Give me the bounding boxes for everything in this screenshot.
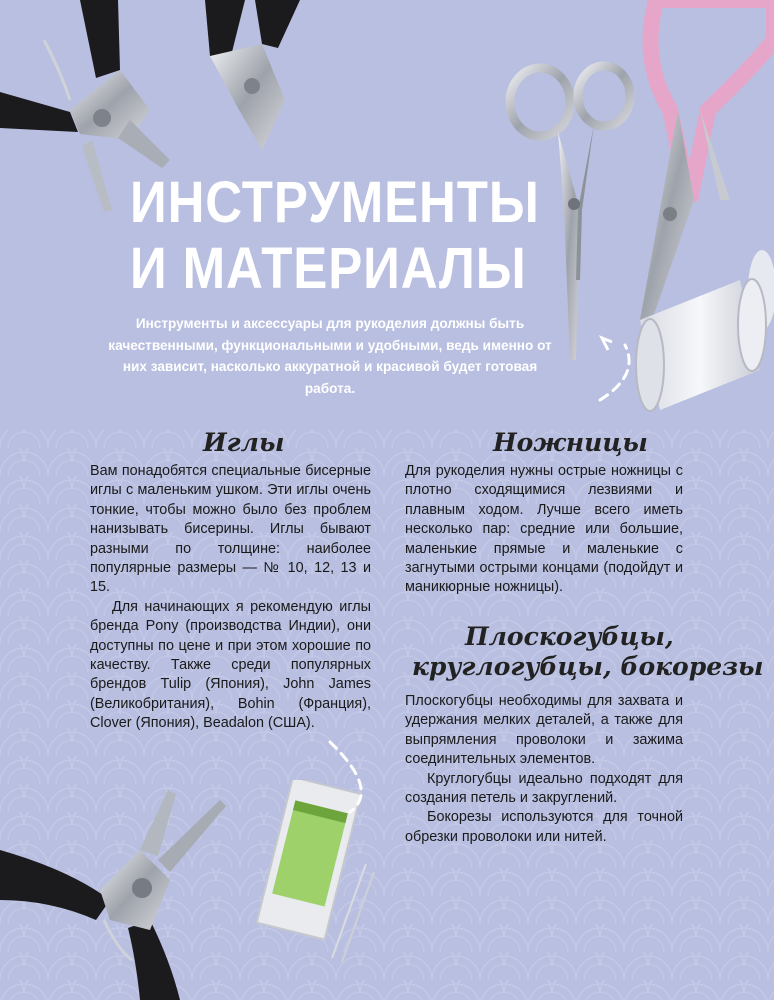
scissors-paragraph-1: Для рукоделия нужны острые ножницы с плотно сходящимися лезвиями и плавным ходом. Лучше всего иметь несколько пар: средние или большие, маленькие прямые и маленькие с загнутыми острыми концами (подойдут и маникюрные ножницы). xyxy=(405,463,683,596)
title-line-1: ИНСТРУМЕНТЫ xyxy=(130,170,540,235)
pliers-paragraph-1: Плоскогубцы необходимы для захвата и удержания мелких деталей, а также для выпрямления проволоки и зажима соединительных элементов. xyxy=(405,693,683,768)
needles-paragraph-1: Вам понадобятся специальные бисерные иглы с маленьким ушком. Эти иглы очень тонкие, чтобы можно было без проблем нанизывать бисерины. Иглы бывают разными по толщине: наиболее популярные размеры — № 10, 12, 13 и 15. xyxy=(90,463,371,596)
needles-heading: Иглы xyxy=(203,428,285,457)
title-line-2: И МАТЕРИАЛЫ xyxy=(130,236,527,301)
needles-paragraph-2: Для начинающих я рекомендую иглы бренда Pony (производства Индии), они доступны по цене и при этом хорошие по качеству. Также среди популярных брендов Tulip (Япония), John James (Великобритания), Bohin (Франция), Clover (Япония), Beadalon (США). xyxy=(90,598,371,732)
pliers-section xyxy=(405,692,683,847)
scissors-heading: Ножницы xyxy=(493,428,648,457)
scissors-section xyxy=(405,462,683,598)
page-title xyxy=(130,170,540,302)
pliers-heading-line-1: Плоскогубцы, xyxy=(465,622,674,651)
pliers-paragraph-2: Круглогубцы идеально подходят для создания петель и закруглений. xyxy=(405,770,683,807)
intro-text: Инструменты и аксессуары для рукоделия должны быть качественными, функциональными и удобными, ведь именно от них зависит, насколько аккуратной и красивой будет готовая работа. xyxy=(108,316,552,396)
needles-section xyxy=(90,462,371,734)
pliers-paragraph-3: Бокорезы используются для точной обрезки проволоки или нитей. xyxy=(405,809,683,845)
pliers-heading-line-2: круглогубцы, бокорезы xyxy=(412,652,764,681)
